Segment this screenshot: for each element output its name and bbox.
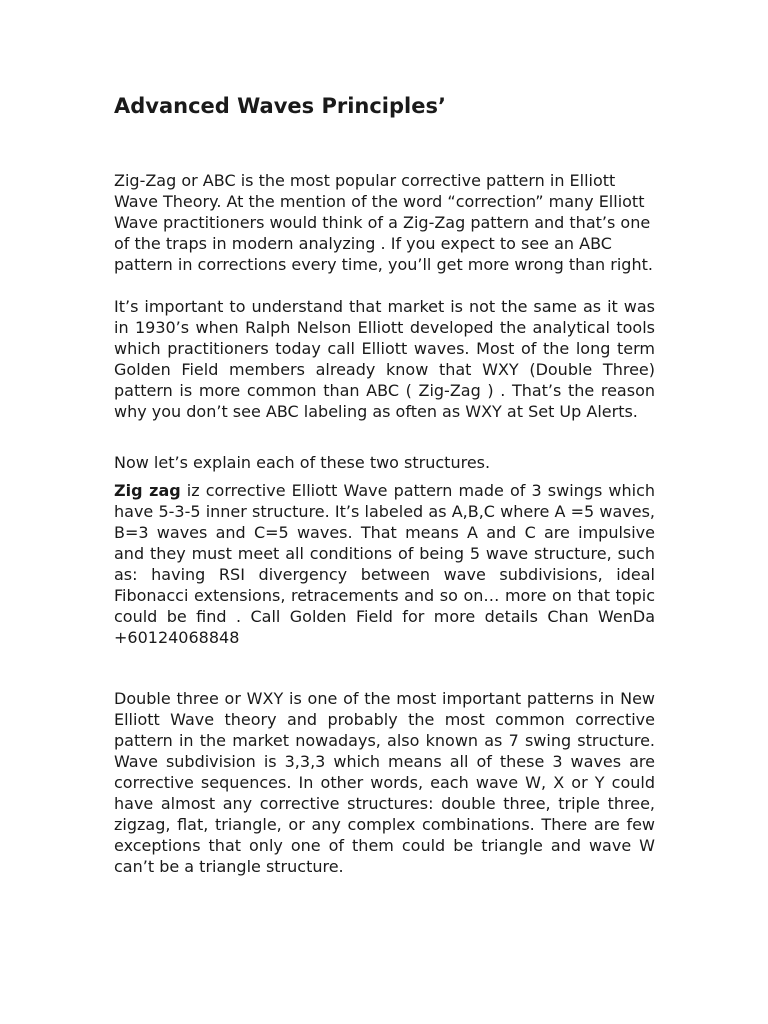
zigzag-term: Zig zag xyxy=(114,481,181,500)
zigzag-definition-text: iz corrective Elliott Wave pattern made of 3 swings which have 5-3-5 inner structure. It’s labeled as A,B,C where A =5 waves, B=3 waves and C=5 waves. That means A and C are impulsive and they must meet all conditions of being 5 wave structure, such as: having RSI divergency between wave subdivisions, ideal Fibonacci extensions, retracements and so on… more on that topic could be find . Call Golden Field for more details Chan WenDa +60124068848 xyxy=(114,481,656,647)
paragraph-zigzag-definition xyxy=(114,480,655,648)
paragraph-market-context: It’s important to understand that market is not the same as it was in 1930’s when Ralph Nelson Elliott developed the analytical tools which practitioners today call Elliott waves. Most of the long term Golden Field members already know that WXY (Double Three) pattern is more common than ABC ( Zig-Zag ) . That’s the reason why you don’t see ABC labeling as often as WXY at Set Up Alerts. xyxy=(114,297,655,421)
document-title: Advanced Waves Principles’ xyxy=(114,94,446,118)
paragraph-zigzag-intro: Zig-Zag or ABC is the most popular corrective pattern in Elliott Wave Theory. At the mention of the word “correction” many Elliott Wave practitioners would think of a Zig-Zag pattern and that’s one of the traps in modern analyzing . If you expect to see an ABC pattern in corrections every time, you’ll get more wrong than right. xyxy=(114,171,653,274)
paragraph-double-three: Double three or WXY is one of the most important patterns in New Elliott Wave theory and probably the most common corrective pattern in the market nowadays, also known as 7 swing structure. Wave subdivision is 3,3,3 which means all of these 3 waves are corrective sequences. In other words, each wave W, X or Y could have almost any corrective structures: double three, triple three, zigzag, flat, triangle, or any complex combinations. There are few exceptions that only one of them could be triangle and wave W can’t be a triangle structure. xyxy=(114,689,655,876)
paragraph-explain-structures: Now let’s explain each of these two structures. xyxy=(114,453,491,472)
